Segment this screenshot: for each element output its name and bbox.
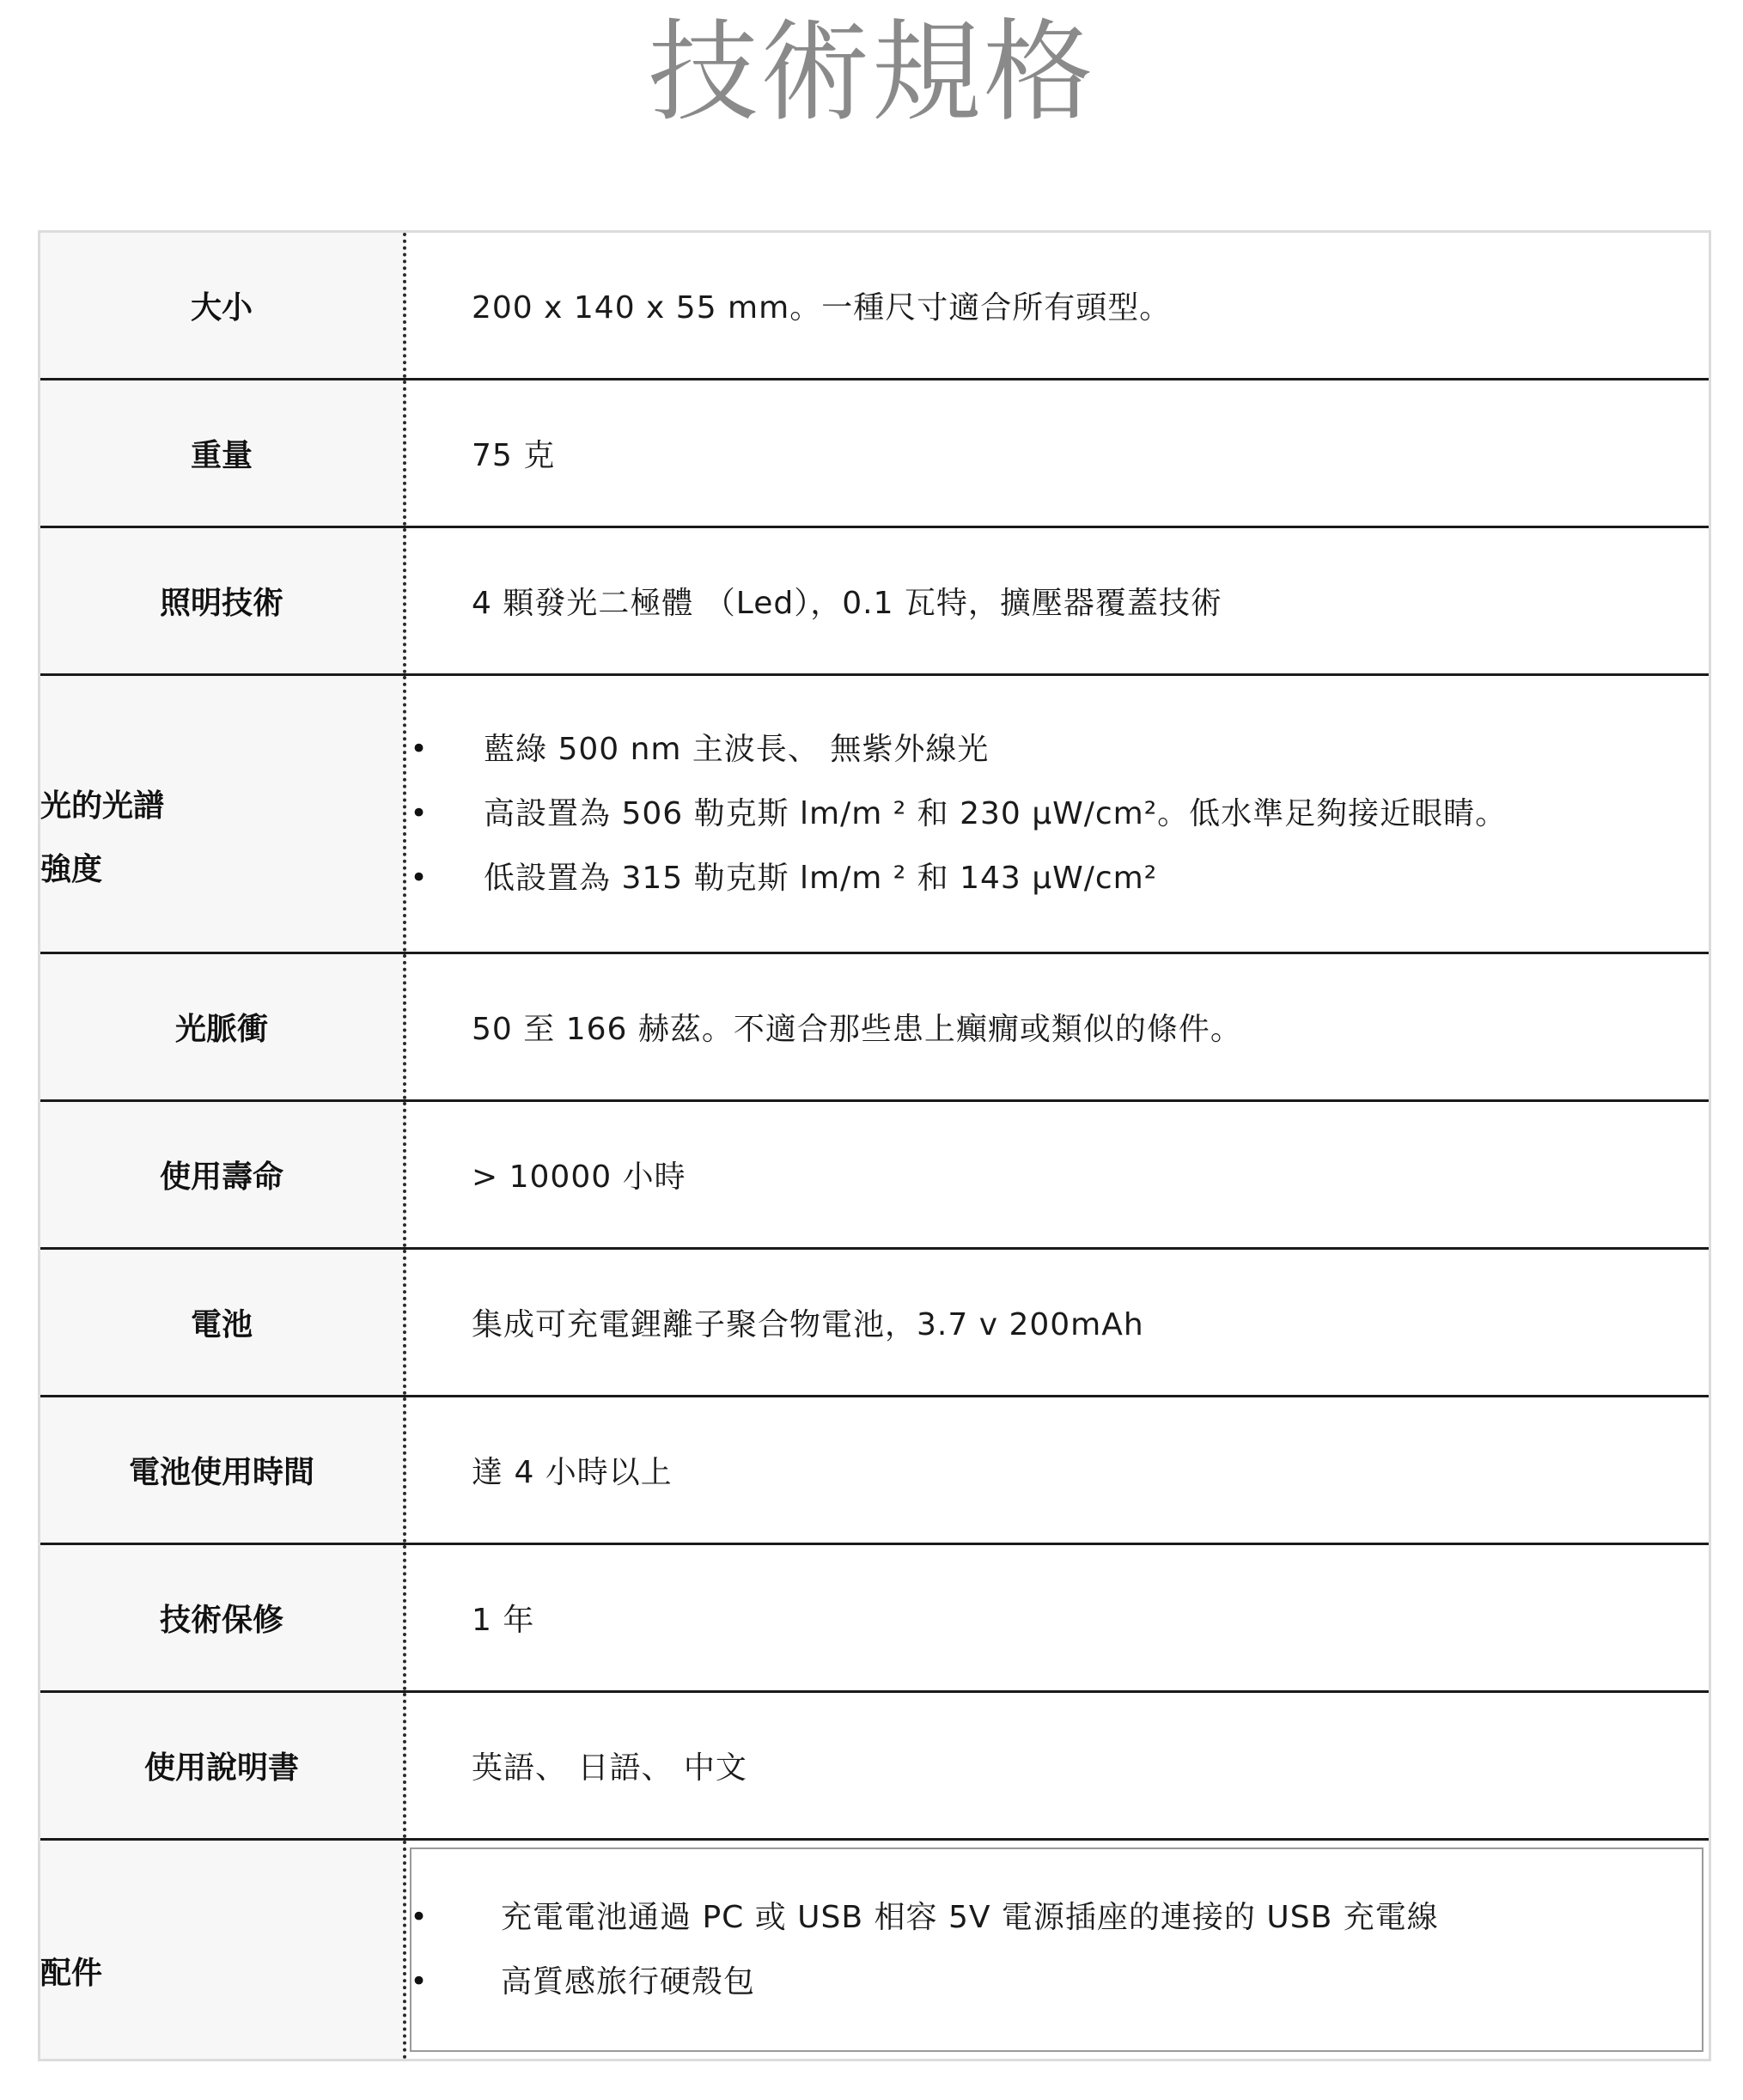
spec-value-weight: 75 克 bbox=[472, 438, 556, 473]
spec-label-manual: 使用說明書 bbox=[40, 1693, 406, 1838]
spec-row-lifespan bbox=[40, 1102, 1709, 1250]
spec-label-spectrum-line2: 強度 bbox=[40, 851, 103, 887]
spec-value-lifespan: > 10000 小時 bbox=[472, 1160, 686, 1195]
spec-label-pulse: 光脈衝 bbox=[40, 954, 406, 1099]
list-item bbox=[410, 782, 1709, 846]
spec-label-lighting: 照明技術 bbox=[40, 528, 406, 673]
list-item bbox=[410, 846, 1709, 910]
list-item bbox=[410, 1885, 1709, 1950]
spec-label-spectrum-line1: 光的光譜 bbox=[40, 788, 165, 824]
spec-row-battery-time bbox=[40, 1397, 1709, 1545]
spec-row-pulse bbox=[40, 954, 1709, 1102]
spectrum-item-text: 高設置為 506 勒克斯 lm/m ² 和 230 μW/cm²。低水準足夠接近眼睛。 bbox=[484, 796, 1508, 831]
spec-label-size: 大小 bbox=[40, 233, 406, 378]
spec-label-accessories-text: 配件 bbox=[40, 1956, 103, 1991]
bullet-icon: • bbox=[410, 796, 429, 831]
spectrum-list bbox=[410, 717, 1709, 910]
spec-value-manual: 英語、 日語、 中文 bbox=[472, 1750, 747, 1786]
bullet-icon: • bbox=[410, 732, 429, 766]
spec-row-manual bbox=[40, 1693, 1709, 1841]
spec-label-battery: 電池 bbox=[40, 1250, 406, 1395]
spec-value-pulse: 50 至 166 赫茲。不適合那些患上癲癇或類似的條件。 bbox=[472, 1012, 1242, 1047]
spec-label-warranty: 技術保修 bbox=[40, 1545, 406, 1690]
accessory-item-text: 高質感旅行硬殼包 bbox=[501, 1964, 756, 2000]
spec-value-battery: 集成可充電鋰離子聚合物電池，3.7 v 200mAh bbox=[472, 1307, 1144, 1342]
list-item bbox=[410, 717, 1709, 782]
spec-label-battery-time: 電池使用時間 bbox=[40, 1397, 406, 1543]
accessory-item-text: 充電電池通過 PC 或 USB 相容 5V 電源插座的連接的 USB 充電線 bbox=[501, 1900, 1439, 1935]
bullet-icon: • bbox=[410, 1964, 429, 1999]
page-title: 技術規格 bbox=[648, 9, 1095, 137]
spec-row-battery bbox=[40, 1250, 1709, 1397]
spec-row-size bbox=[40, 233, 1709, 380]
spectrum-item-text: 低設置為 315 勒克斯 lm/m ² 和 143 μW/cm² bbox=[484, 861, 1158, 896]
spec-label-spectrum bbox=[40, 676, 406, 952]
bullet-icon: • bbox=[410, 861, 429, 895]
spec-row-weight bbox=[40, 380, 1709, 528]
spec-row-accessories bbox=[40, 1841, 1709, 2059]
list-item bbox=[410, 1950, 1709, 2014]
spec-value-battery-time: 達 4 小時以上 bbox=[472, 1455, 673, 1490]
spec-value-accessories bbox=[406, 1841, 1709, 2059]
spec-row-lighting bbox=[40, 528, 1709, 676]
bullet-icon: • bbox=[410, 1900, 429, 1934]
spec-value-size: 200 x 140 x 55 mm。一種尺寸適合所有頭型。 bbox=[472, 290, 1172, 326]
spec-label-lifespan: 使用壽命 bbox=[40, 1102, 406, 1247]
spec-row-warranty bbox=[40, 1545, 1709, 1693]
spec-value-warranty: 1 年 bbox=[472, 1603, 535, 1638]
spec-value-lighting: 4 顆發光二極體 （Led），0.1 瓦特，擴壓器覆蓋技術 bbox=[472, 586, 1222, 621]
spec-value-spectrum bbox=[406, 676, 1709, 952]
spec-row-spectrum bbox=[40, 676, 1709, 954]
spec-label-accessories bbox=[40, 1841, 406, 2059]
spec-table bbox=[38, 230, 1711, 2061]
spectrum-item-text: 藍綠 500 nm 主波長、 無紫外線光 bbox=[484, 732, 990, 767]
accessories-list bbox=[410, 1885, 1709, 2014]
spec-label-weight: 重量 bbox=[40, 380, 406, 526]
